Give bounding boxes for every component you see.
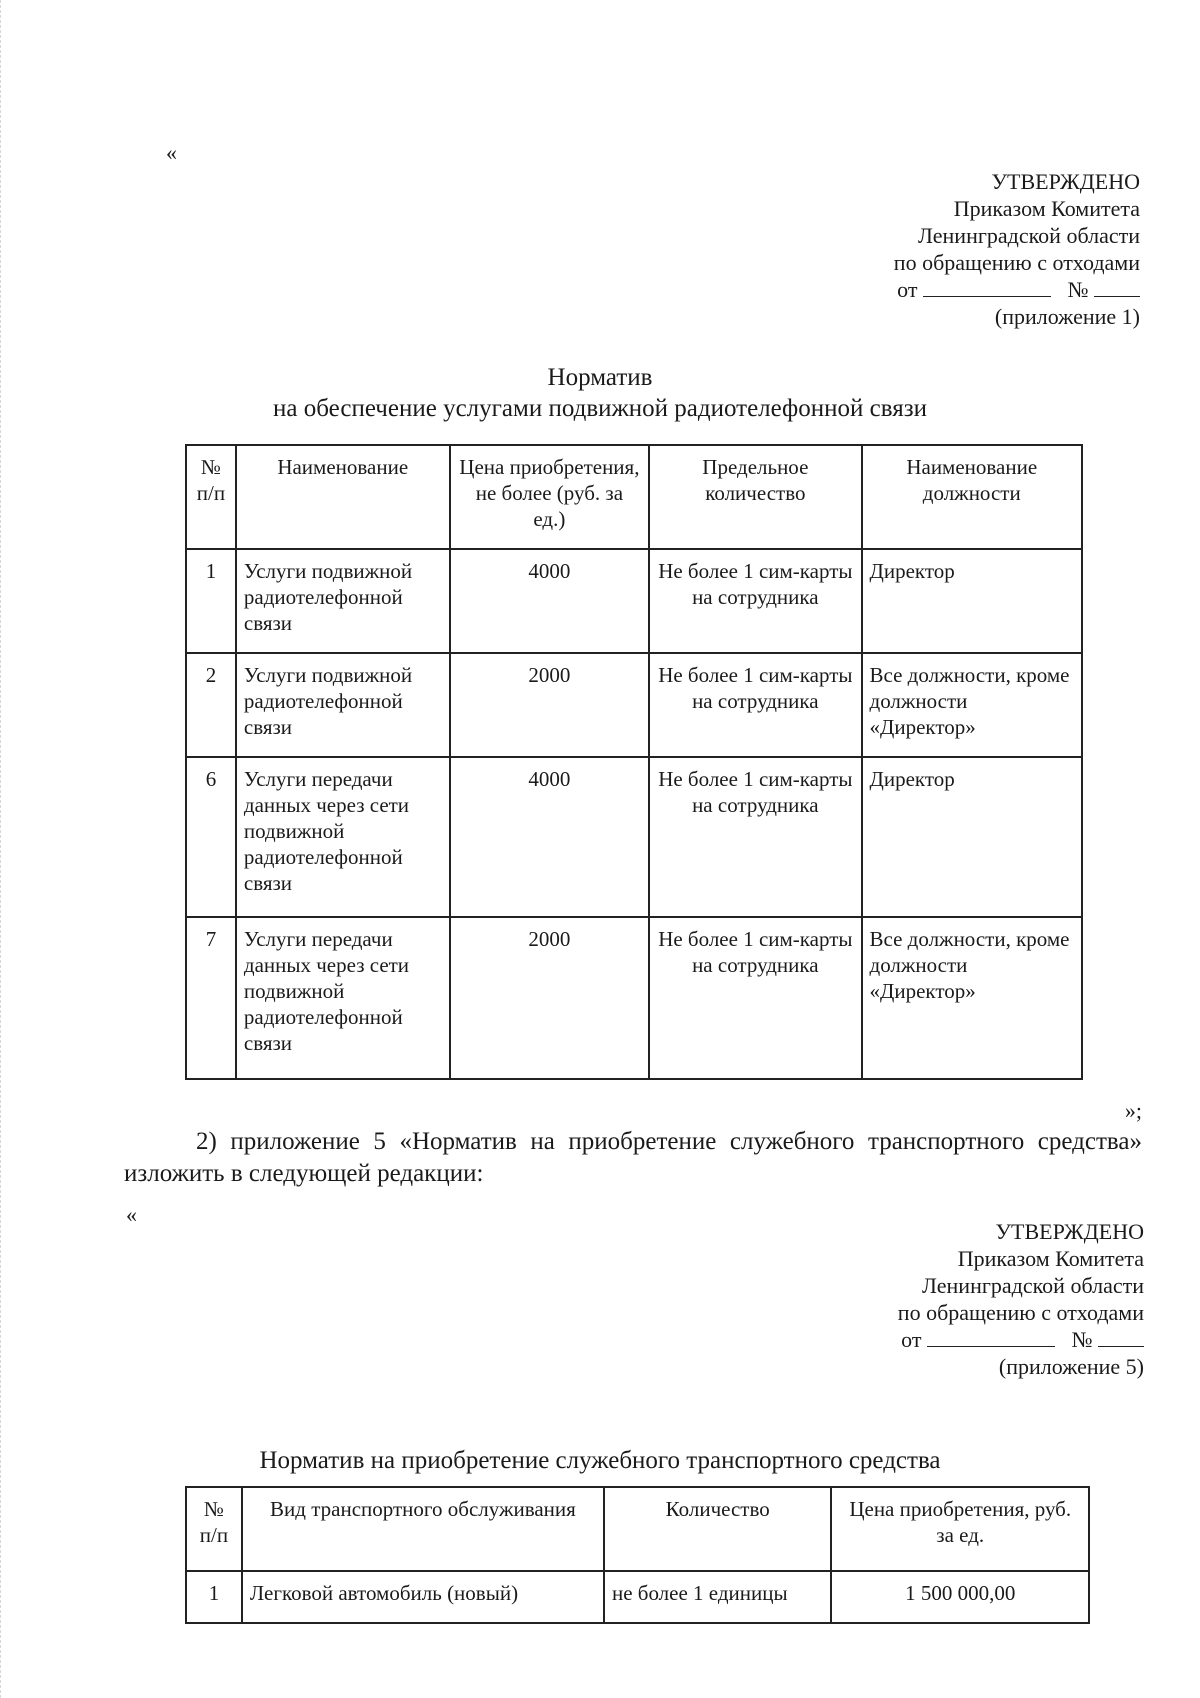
approval-line: по обращению с отходами (893, 250, 1140, 275)
header-name: Наименование (236, 445, 450, 549)
number-blank (1094, 278, 1140, 297)
row-price: 4000 (450, 757, 650, 917)
row-price: 2000 (450, 917, 650, 1079)
row-position: Все должности, кроме должности «Директор» (862, 917, 1082, 1079)
table-row (186, 653, 1082, 757)
approval-line: Ленинградской области (918, 223, 1140, 248)
table-row (186, 1571, 1089, 1623)
table-row (186, 757, 1082, 917)
row-name: Услуги передачи данных через сети подвижной радиотелефонной связи (236, 757, 450, 917)
table2-title: Норматив на приобретение служебного транспортного средства (259, 1447, 941, 1474)
header-limit: Предельное количество (649, 445, 861, 549)
row-num: 1 (186, 1571, 242, 1623)
scan-edge-line (0, 0, 2, 1698)
approval-line: Приказом Комитета (957, 1246, 1144, 1271)
header-position: Наименование должности (862, 445, 1082, 549)
row-limit: Не более 1 сим-карты на сотрудника (649, 917, 861, 1079)
table-header-row (186, 1487, 1089, 1571)
approval-heading: УТВЕРЖДЕНО (991, 169, 1140, 194)
row-price: 1 500 000,00 (831, 1571, 1089, 1623)
approval-line: Приказом Комитета (953, 196, 1140, 221)
approval-line: Ленинградской области (922, 1273, 1144, 1298)
date-blank (923, 278, 1051, 297)
table1-title-line2: на обеспечение услугами подвижной радиотелефонной связи (273, 395, 927, 422)
row-qty: не более 1 единицы (604, 1571, 832, 1623)
approval-block-1 (720, 168, 1140, 330)
row-position: Директор (862, 549, 1082, 653)
row-price: 4000 (450, 549, 650, 653)
close-quote-1: »; (1124, 1098, 1142, 1123)
approval-block-2 (724, 1218, 1144, 1380)
header-qty: Количество (604, 1487, 832, 1571)
header-type: Вид транспортного обслуживания (242, 1487, 604, 1571)
row-num: 2 (186, 653, 236, 757)
table1-title (0, 362, 1200, 424)
header-num: № п/п (186, 445, 236, 549)
approval-date-line: от № (724, 1326, 1144, 1353)
table-row (186, 549, 1082, 653)
vehicle-norm-table (185, 1486, 1090, 1624)
header-num: № п/п (186, 1487, 242, 1571)
approval-date-line: от № (720, 276, 1140, 303)
table1-title-line1: Норматив (547, 364, 653, 391)
amendment-paragraph: 2) приложение 5 «Норматив на приобретение служебного транспортного средства» изложить в следующей редакции: (124, 1128, 1142, 1187)
row-price: 2000 (450, 653, 650, 757)
row-num: 1 (186, 549, 236, 653)
approval-appendix: (приложение 5) (998, 1354, 1144, 1379)
row-name: Услуги подвижной радиотелефонной связи (236, 653, 450, 757)
row-position: Все должности, кроме должности «Директор» (862, 653, 1082, 757)
approval-heading: УТВЕРЖДЕНО (995, 1219, 1144, 1244)
row-num: 7 (186, 917, 236, 1079)
row-type: Легковой автомобиль (новый) (242, 1571, 604, 1623)
open-quote-1: « (166, 140, 177, 165)
header-price: Цена приобретения, руб. за ед. (831, 1487, 1089, 1571)
row-limit: Не более 1 сим-карты на сотрудника (649, 757, 861, 917)
number-blank (1098, 1328, 1144, 1347)
row-num: 6 (186, 757, 236, 917)
row-limit: Не более 1 сим-карты на сотрудника (649, 653, 861, 757)
table-row (186, 917, 1082, 1079)
row-position: Директор (862, 757, 1082, 917)
row-name: Услуги передачи данных через сети подвижной радиотелефонной связи (236, 917, 450, 1079)
date-blank (927, 1328, 1055, 1347)
mobile-services-table (185, 444, 1083, 1080)
row-name: Услуги подвижной радиотелефонной связи (236, 549, 450, 653)
header-price: Цена приобретения, не более (руб. за ед.) (450, 445, 650, 549)
approval-appendix: (приложение 1) (994, 304, 1140, 329)
table-header-row (186, 445, 1082, 549)
row-limit: Не более 1 сим-карты на сотрудника (649, 549, 861, 653)
approval-line: по обращению с отходами (897, 1300, 1144, 1325)
open-quote-2: « (126, 1202, 137, 1227)
